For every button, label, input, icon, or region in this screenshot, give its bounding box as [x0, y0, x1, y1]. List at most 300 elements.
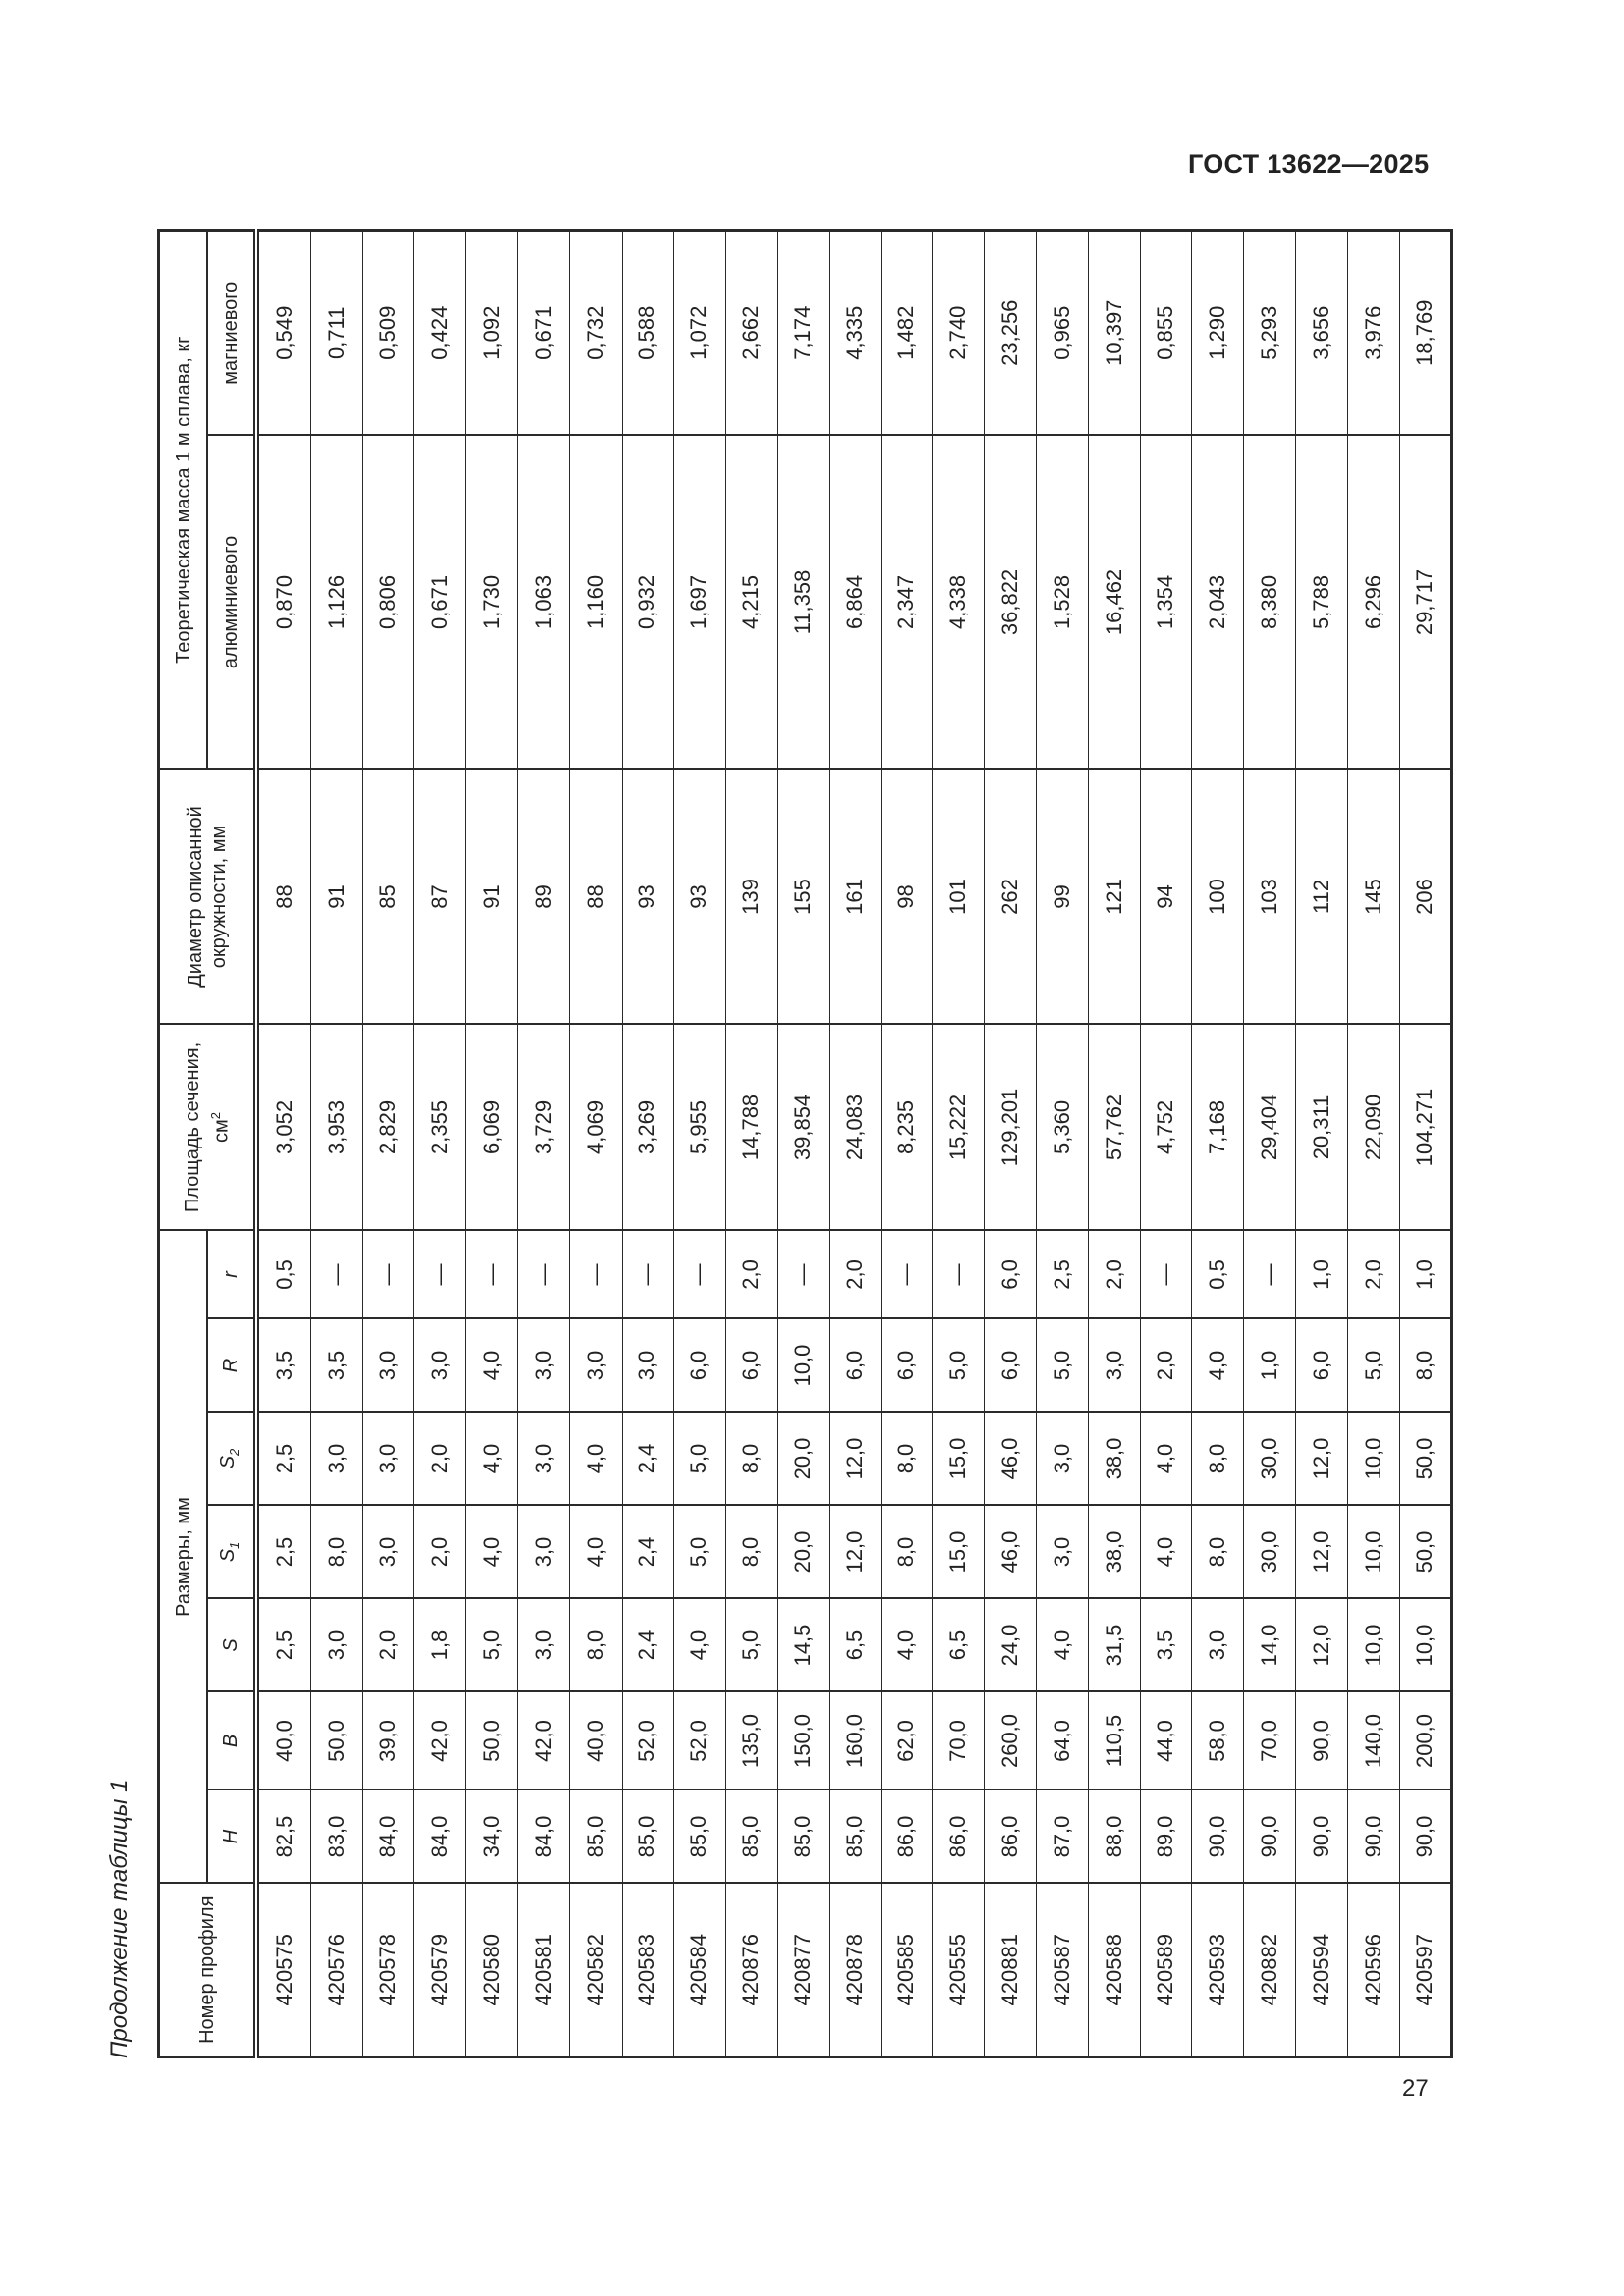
cell-S2: 3,0 [362, 1413, 414, 1506]
table-row [414, 230, 466, 2056]
table-row [517, 230, 569, 2056]
cell-H: 84,0 [414, 1790, 466, 1884]
cell-S: 3,5 [1140, 1599, 1192, 1692]
cell-S: 4,0 [881, 1599, 933, 1692]
cell-S: 5,0 [726, 1599, 778, 1692]
table-row [1347, 230, 1399, 2056]
table-body [256, 230, 1452, 2056]
cell-R: 3,0 [414, 1319, 466, 1413]
cell-r: 2,0 [1347, 1230, 1399, 1318]
table-row [933, 230, 985, 2056]
table-row [985, 230, 1037, 2056]
cell-r: — [674, 1230, 726, 1318]
cell-mass-magnesium: 23,256 [985, 230, 1037, 435]
cell-S1: 50,0 [1399, 1506, 1452, 1599]
cell-B: 50,0 [310, 1692, 362, 1790]
cell-r: 0,5 [1192, 1230, 1244, 1318]
cell-mass-aluminium: 29,717 [1399, 435, 1452, 769]
cell-R: 8,0 [1399, 1319, 1452, 1413]
cell-B: 58,0 [1192, 1692, 1244, 1790]
cell-r: 2,0 [829, 1230, 881, 1318]
cell-H: 84,0 [517, 1790, 569, 1884]
cell-B: 50,0 [466, 1692, 518, 1790]
cell-B: 40,0 [256, 1692, 310, 1790]
cell-S: 2,4 [622, 1599, 674, 1692]
cell-diameter: 262 [985, 769, 1037, 1024]
table-row [1295, 230, 1347, 2056]
cell-profile-number: 420589 [1140, 1884, 1192, 2057]
cell-R: 6,0 [1295, 1319, 1347, 1413]
table-row [1140, 230, 1192, 2056]
cell-mass-aluminium: 8,380 [1244, 435, 1296, 769]
cell-S2: 4,0 [1140, 1413, 1192, 1506]
cell-H: 90,0 [1295, 1790, 1347, 1884]
cell-B: 160,0 [829, 1692, 881, 1790]
cell-mass-magnesium: 0,732 [569, 230, 622, 435]
cell-H: 86,0 [985, 1790, 1037, 1884]
cell-B: 64,0 [1036, 1692, 1088, 1790]
cell-area: 20,311 [1295, 1024, 1347, 1230]
cell-r: 2,5 [1036, 1230, 1088, 1318]
cell-profile-number: 420581 [517, 1884, 569, 2057]
cell-area: 5,955 [674, 1024, 726, 1230]
cell-mass-magnesium: 0,588 [622, 230, 674, 435]
cell-area: 24,083 [829, 1024, 881, 1230]
cell-diameter: 89 [517, 769, 569, 1024]
cell-mass-magnesium: 3,656 [1295, 230, 1347, 435]
cell-H: 90,0 [1192, 1790, 1244, 1884]
cell-diameter: 99 [1036, 769, 1088, 1024]
cell-R: 5,0 [933, 1319, 985, 1413]
cell-diameter: 88 [256, 769, 310, 1024]
cell-R: 3,5 [256, 1319, 310, 1413]
cell-profile-number: 420579 [414, 1884, 466, 2057]
cell-diameter: 101 [933, 769, 985, 1024]
cell-profile-number: 420585 [881, 1884, 933, 2057]
cell-profile-number: 420593 [1192, 1884, 1244, 2057]
cell-R: 1,0 [1244, 1319, 1296, 1413]
cell-diameter: 91 [310, 769, 362, 1024]
cell-R: 6,0 [881, 1319, 933, 1413]
cell-mass-aluminium: 1,160 [569, 435, 622, 769]
cell-S2: 12,0 [1295, 1413, 1347, 1506]
cell-r: — [933, 1230, 985, 1318]
header-dimensions: Размеры, мм [159, 1230, 208, 1883]
cell-r: — [1140, 1230, 1192, 1318]
cell-S: 12,0 [1295, 1599, 1347, 1692]
cell-S: 31,5 [1088, 1599, 1140, 1692]
cell-r: 6,0 [985, 1230, 1037, 1318]
cell-area: 3,269 [622, 1024, 674, 1230]
cell-S2: 8,0 [1192, 1413, 1244, 1506]
table-row [1036, 230, 1088, 2056]
cell-r: — [310, 1230, 362, 1318]
cell-r: — [881, 1230, 933, 1318]
cell-S2: 3,0 [517, 1413, 569, 1506]
cell-H: 85,0 [622, 1790, 674, 1884]
cell-r: 1,0 [1399, 1230, 1452, 1318]
cell-mass-aluminium: 36,822 [985, 435, 1037, 769]
cell-S2: 38,0 [1088, 1413, 1140, 1506]
table-row [881, 230, 933, 2056]
cell-diameter: 91 [466, 769, 518, 1024]
cell-profile-number: 420882 [1244, 1884, 1296, 2057]
cell-H: 86,0 [881, 1790, 933, 1884]
cell-S2: 30,0 [1244, 1413, 1296, 1506]
cell-S2: 8,0 [881, 1413, 933, 1506]
cell-profile-number: 420587 [1036, 1884, 1088, 2057]
cell-r: — [777, 1230, 829, 1318]
cell-R: 6,0 [985, 1319, 1037, 1413]
cell-r: — [414, 1230, 466, 1318]
cell-profile-number: 420596 [1347, 1884, 1399, 2057]
cell-mass-aluminium: 11,358 [777, 435, 829, 769]
cell-B: 135,0 [726, 1692, 778, 1790]
cell-S2: 46,0 [985, 1413, 1037, 1506]
cell-diameter: 88 [569, 769, 622, 1024]
cell-diameter: 121 [1088, 769, 1140, 1024]
cell-R: 6,0 [726, 1319, 778, 1413]
cell-R: 3,0 [622, 1319, 674, 1413]
cell-mass-magnesium: 1,092 [466, 230, 518, 435]
cell-H: 85,0 [569, 1790, 622, 1884]
table-row [466, 230, 518, 2056]
cell-mass-magnesium: 0,424 [414, 230, 466, 435]
cell-mass-magnesium: 0,711 [310, 230, 362, 435]
cell-H: 88,0 [1088, 1790, 1140, 1884]
cell-R: 6,0 [829, 1319, 881, 1413]
cell-profile-number: 420588 [1088, 1884, 1140, 2057]
cell-mass-magnesium: 0,671 [517, 230, 569, 435]
cell-area: 29,404 [1244, 1024, 1296, 1230]
header-B: B [207, 1692, 256, 1790]
cell-S2: 2,0 [414, 1413, 466, 1506]
cell-mass-aluminium: 2,347 [881, 435, 933, 769]
table-row [777, 230, 829, 2056]
cell-profile-number: 420881 [985, 1884, 1037, 2057]
cell-R: 3,0 [517, 1319, 569, 1413]
cell-r: — [466, 1230, 518, 1318]
cell-S: 4,0 [1036, 1599, 1088, 1692]
cell-diameter: 161 [829, 769, 881, 1024]
page-number: 27 [1402, 2075, 1429, 2102]
cell-S1: 20,0 [777, 1506, 829, 1599]
cell-H: 85,0 [777, 1790, 829, 1884]
cell-B: 42,0 [414, 1692, 466, 1790]
table-row [1244, 230, 1296, 2056]
cell-r: — [1244, 1230, 1296, 1318]
cell-profile-number: 420876 [726, 1884, 778, 2057]
header-area: Площадь сечения, $см^2$ [159, 1024, 257, 1230]
cell-S2: 3,0 [310, 1413, 362, 1506]
cell-S: 4,0 [674, 1599, 726, 1692]
cell-profile-number: 420576 [310, 1884, 362, 2057]
cell-H: 90,0 [1244, 1790, 1296, 1884]
cell-profile-number: 420583 [622, 1884, 674, 2057]
table-caption: Продолжение таблицы 1 [106, 1779, 133, 2058]
cell-R: 3,0 [1088, 1319, 1140, 1413]
cell-area: 6,069 [466, 1024, 518, 1230]
cell-area: 15,222 [933, 1024, 985, 1230]
cell-B: 90,0 [1295, 1692, 1347, 1790]
cell-S2: 3,0 [1036, 1413, 1088, 1506]
cell-S1: 4,0 [569, 1506, 622, 1599]
cell-H: 85,0 [674, 1790, 726, 1884]
cell-mass-aluminium: 1,126 [310, 435, 362, 769]
cell-B: 110,5 [1088, 1692, 1140, 1790]
cell-mass-magnesium: 0,549 [256, 230, 310, 435]
cell-B: 44,0 [1140, 1692, 1192, 1790]
cell-S: 10,0 [1347, 1599, 1399, 1692]
cell-mass-magnesium: 0,509 [362, 230, 414, 435]
cell-H: 86,0 [933, 1790, 985, 1884]
cell-H: 87,0 [1036, 1790, 1088, 1884]
cell-S: 24,0 [985, 1599, 1037, 1692]
cell-B: 62,0 [881, 1692, 933, 1790]
cell-S2: 2,5 [256, 1413, 310, 1506]
cell-S2: 4,0 [569, 1413, 622, 1506]
cell-area: 3,052 [256, 1024, 310, 1230]
cell-mass-magnesium: 0,965 [1036, 230, 1088, 435]
cell-S1: 4,0 [1140, 1506, 1192, 1599]
cell-B: 70,0 [1244, 1692, 1296, 1790]
cell-S2: 15,0 [933, 1413, 985, 1506]
cell-S: 14,5 [777, 1599, 829, 1692]
table-row [1088, 230, 1140, 2056]
cell-S1: 12,0 [829, 1506, 881, 1599]
cell-diameter: 85 [362, 769, 414, 1024]
cell-mass-aluminium: 1,730 [466, 435, 518, 769]
cell-H: 90,0 [1399, 1790, 1452, 1884]
cell-profile-number: 420580 [466, 1884, 518, 2057]
cell-mass-aluminium: 1,528 [1036, 435, 1088, 769]
cell-S1: 15,0 [933, 1506, 985, 1599]
table-row [256, 230, 310, 2056]
table-row [622, 230, 674, 2056]
cell-H: 84,0 [362, 1790, 414, 1884]
cell-S: 2,5 [256, 1599, 310, 1692]
cell-S1: 30,0 [1244, 1506, 1296, 1599]
cell-S1: 8,0 [881, 1506, 933, 1599]
cell-S2: 4,0 [466, 1413, 518, 1506]
table-row [1399, 230, 1452, 2056]
cell-R: 5,0 [1347, 1319, 1399, 1413]
cell-mass-magnesium: 5,293 [1244, 230, 1296, 435]
cell-S1: 2,4 [622, 1506, 674, 1599]
cell-mass-magnesium: 0,855 [1140, 230, 1192, 435]
cell-profile-number: 420877 [777, 1884, 829, 2057]
cell-S: 2,0 [362, 1599, 414, 1692]
cell-R: 6,0 [674, 1319, 726, 1413]
cell-area: 39,854 [777, 1024, 829, 1230]
header-S2: $S_2$ [207, 1413, 256, 1506]
cell-diameter: 139 [726, 769, 778, 1024]
cell-diameter: 94 [1140, 769, 1192, 1024]
table-row [674, 230, 726, 2056]
cell-area: 3,729 [517, 1024, 569, 1230]
cell-mass-magnesium: 18,769 [1399, 230, 1452, 435]
cell-B: 260,0 [985, 1692, 1037, 1790]
cell-mass-magnesium: 1,072 [674, 230, 726, 435]
cell-B: 70,0 [933, 1692, 985, 1790]
cell-profile-number: 420578 [362, 1884, 414, 2057]
cell-S1: 2,5 [256, 1506, 310, 1599]
cell-profile-number: 420555 [933, 1884, 985, 2057]
cell-B: 140,0 [1347, 1692, 1399, 1790]
cell-diameter: 93 [674, 769, 726, 1024]
cell-S1: 8,0 [1192, 1506, 1244, 1599]
rotated-table-container [106, 232, 1437, 2058]
cell-S: 3,0 [517, 1599, 569, 1692]
cell-S2: 2,4 [622, 1413, 674, 1506]
cell-mass-aluminium: 1,063 [517, 435, 569, 769]
cell-area: 4,069 [569, 1024, 622, 1230]
table-row [726, 230, 778, 2056]
cell-S2: 10,0 [1347, 1413, 1399, 1506]
cell-r: 0,5 [256, 1230, 310, 1318]
cell-H: 82,5 [256, 1790, 310, 1884]
cell-S1: 12,0 [1295, 1506, 1347, 1599]
cell-profile-number: 420597 [1399, 1884, 1452, 2057]
header-S: S [207, 1599, 256, 1692]
cell-R: 10,0 [777, 1319, 829, 1413]
cell-area: 7,168 [1192, 1024, 1244, 1230]
cell-H: 83,0 [310, 1790, 362, 1884]
cell-S: 6,5 [933, 1599, 985, 1692]
cell-S1: 3,0 [1036, 1506, 1088, 1599]
cell-S: 8,0 [569, 1599, 622, 1692]
cell-mass-aluminium: 1,354 [1140, 435, 1192, 769]
cell-S1: 2,0 [414, 1506, 466, 1599]
cell-r: 1,0 [1295, 1230, 1347, 1318]
cell-mass-aluminium: 6,296 [1347, 435, 1399, 769]
cell-mass-magnesium: 10,397 [1088, 230, 1140, 435]
cell-mass-magnesium: 1,290 [1192, 230, 1244, 435]
cell-profile-number: 420584 [674, 1884, 726, 2057]
cell-H: 85,0 [829, 1790, 881, 1884]
cell-S1: 8,0 [726, 1506, 778, 1599]
cell-mass-aluminium: 5,788 [1295, 435, 1347, 769]
cell-mass-aluminium: 0,870 [256, 435, 310, 769]
header-R: R [207, 1319, 256, 1413]
cell-mass-aluminium: 0,671 [414, 435, 466, 769]
cell-mass-magnesium: 7,174 [777, 230, 829, 435]
cell-H: 89,0 [1140, 1790, 1192, 1884]
header-S1: $S_1$ [207, 1506, 256, 1599]
cell-area: 2,829 [362, 1024, 414, 1230]
cell-S: 3,0 [310, 1599, 362, 1692]
standard-designation: ГОСТ 13622—2025 [1188, 149, 1430, 179]
cell-area: 4,752 [1140, 1024, 1192, 1230]
header-profile-number: Номер профиля [159, 1884, 257, 2057]
cell-mass-aluminium: 0,932 [622, 435, 674, 769]
cell-area: 22,090 [1347, 1024, 1399, 1230]
cell-S1: 10,0 [1347, 1506, 1399, 1599]
cell-H: 85,0 [726, 1790, 778, 1884]
cell-R: 4,0 [1192, 1319, 1244, 1413]
cell-mass-aluminium: 16,462 [1088, 435, 1140, 769]
cell-H: 34,0 [466, 1790, 518, 1884]
header-H: H [207, 1790, 256, 1884]
cell-area: 8,235 [881, 1024, 933, 1230]
cell-mass-magnesium: 2,662 [726, 230, 778, 435]
cell-mass-aluminium: 4,215 [726, 435, 778, 769]
profiles-table [157, 229, 1453, 2058]
cell-B: 200,0 [1399, 1692, 1452, 1790]
cell-R: 3,5 [310, 1319, 362, 1413]
table-row [569, 230, 622, 2056]
cell-mass-magnesium: 4,335 [829, 230, 881, 435]
cell-S2: 8,0 [726, 1413, 778, 1506]
cell-S: 10,0 [1399, 1599, 1452, 1692]
table-row [310, 230, 362, 2056]
table-row [1192, 230, 1244, 2056]
cell-S: 6,5 [829, 1599, 881, 1692]
cell-mass-magnesium: 2,740 [933, 230, 985, 435]
cell-R: 3,0 [569, 1319, 622, 1413]
cell-S: 14,0 [1244, 1599, 1296, 1692]
header-magnesium: магниевого [207, 230, 256, 435]
cell-r: — [622, 1230, 674, 1318]
cell-area: 129,201 [985, 1024, 1037, 1230]
cell-mass-magnesium: 3,976 [1347, 230, 1399, 435]
cell-diameter: 98 [881, 769, 933, 1024]
cell-area: 57,762 [1088, 1024, 1140, 1230]
cell-diameter: 87 [414, 769, 466, 1024]
cell-S1: 3,0 [517, 1506, 569, 1599]
cell-S1: 4,0 [466, 1506, 518, 1599]
cell-S: 1,8 [414, 1599, 466, 1692]
cell-diameter: 112 [1295, 769, 1347, 1024]
cell-r: 2,0 [1088, 1230, 1140, 1318]
cell-S1: 3,0 [362, 1506, 414, 1599]
cell-area: 2,355 [414, 1024, 466, 1230]
header-mass: Теоретическая масса 1 м сплава, кг [159, 230, 208, 769]
cell-S: 3,0 [1192, 1599, 1244, 1692]
cell-profile-number: 420594 [1295, 1884, 1347, 2057]
cell-diameter: 145 [1347, 769, 1399, 1024]
cell-R: 3,0 [362, 1319, 414, 1413]
cell-R: 4,0 [466, 1319, 518, 1413]
cell-S1: 38,0 [1088, 1506, 1140, 1599]
cell-r: — [569, 1230, 622, 1318]
header-diameter: Диаметр описанной окружности, мм [159, 769, 257, 1024]
cell-area: 3,953 [310, 1024, 362, 1230]
cell-mass-aluminium: 1,697 [674, 435, 726, 769]
cell-profile-number: 420878 [829, 1884, 881, 2057]
cell-diameter: 103 [1244, 769, 1296, 1024]
cell-r: — [517, 1230, 569, 1318]
header-r: r [207, 1230, 256, 1318]
cell-area: 104,271 [1399, 1024, 1452, 1230]
cell-B: 150,0 [777, 1692, 829, 1790]
cell-S2: 20,0 [777, 1413, 829, 1506]
cell-r: 2,0 [726, 1230, 778, 1318]
cell-B: 52,0 [622, 1692, 674, 1790]
cell-diameter: 155 [777, 769, 829, 1024]
cell-mass-aluminium: 4,338 [933, 435, 985, 769]
cell-S2: 5,0 [674, 1413, 726, 1506]
cell-S: 5,0 [466, 1599, 518, 1692]
cell-S2: 12,0 [829, 1413, 881, 1506]
cell-S1: 8,0 [310, 1506, 362, 1599]
table-row [829, 230, 881, 2056]
cell-profile-number: 420582 [569, 1884, 622, 2057]
cell-diameter: 100 [1192, 769, 1244, 1024]
cell-S1: 5,0 [674, 1506, 726, 1599]
cell-S1: 46,0 [985, 1506, 1037, 1599]
cell-diameter: 206 [1399, 769, 1452, 1024]
